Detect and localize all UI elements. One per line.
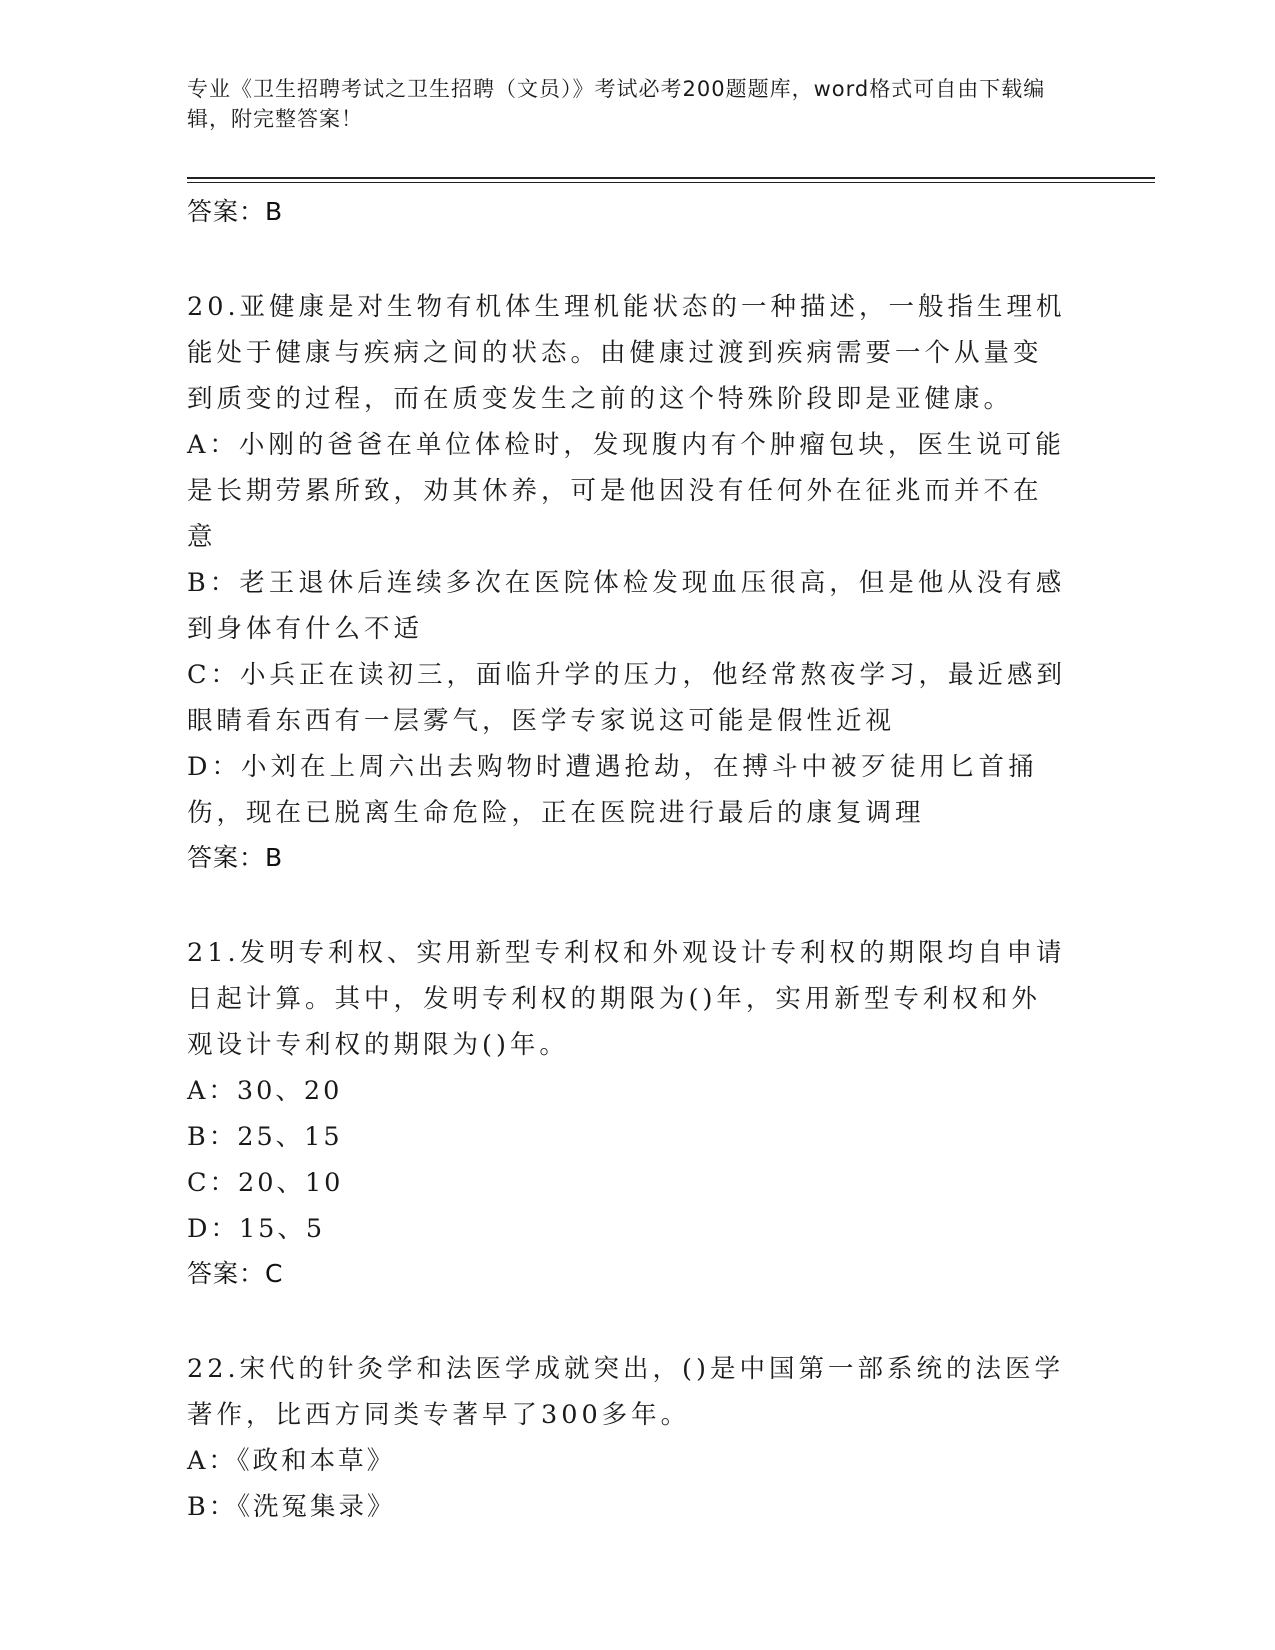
question-list (187, 190, 1087, 1530)
option-c: C：20、10 (187, 1168, 344, 1198)
spacer (187, 880, 1087, 930)
option-c: C：小兵正在读初三，面临升学的压力，他经常熬夜学习，最近感到眼睛看东西有一层雾气，医学专家说这可能是假性近视 (187, 660, 1067, 736)
header-divider-thin (187, 182, 1155, 183)
option-b: B：《洗冤集录》 (187, 1492, 396, 1522)
option-d: D：15、5 (187, 1214, 326, 1244)
spacer (187, 1296, 1087, 1346)
answer-line: 答案：B (187, 197, 284, 226)
spacer (187, 234, 1087, 284)
header-divider-thick (187, 177, 1155, 179)
question-block (187, 1346, 1087, 1530)
option-d: D：小刘在上周六出去购物时遭遇抢劫，在搏斗中被歹徒用匕首捅伤，现在已脱离生命危险，正在医院进行最后的康复调理 (187, 752, 1038, 828)
option-a: A：《政和本草》 (187, 1446, 396, 1476)
option-b: B：老王退休后连续多次在医院体检发现血压很高，但是他从没有感到身体有什么不适 (187, 568, 1066, 644)
option-a: A：30、20 (187, 1076, 343, 1106)
question-text: 21.发明专利权、实用新型专利权和外观设计专利权的期限均自申请日起计算。其中，发明专利权的期限为()年，实用新型专利权和外观设计专利权的期限为()年。 (187, 938, 1066, 1060)
answer-line: 答案：B (187, 843, 284, 872)
page-header: 专业《卫生招聘考试之卫生招聘（文员）》考试必考200题题库，word格式可自由下载编辑，附完整答案！ (187, 77, 1046, 131)
option-a: A：小刚的爸爸在单位体检时，发现腹内有个肿瘤包块，医生说可能是长期劳累所致，劝其休养，可是他因没有任何外在征兆而并不在意 (187, 430, 1065, 552)
question-text: 20.亚健康是对生物有机体生理机能状态的一种描述，一般指生理机能处于健康与疾病之间的状态。由健康过渡到疾病需要一个从量变到质变的过程，而在质变发生之前的这个特殊阶段即是亚健康。 (187, 292, 1066, 414)
option-b: B：25、15 (187, 1122, 343, 1152)
question-block (187, 930, 1087, 1296)
answer-line: 答案：C (187, 1259, 284, 1288)
question-block (187, 284, 1087, 880)
question-text: 22.宋代的针灸学和法医学成就突出，()是中国第一部系统的法医学著作，比西方同类专著早了300多年。 (187, 1354, 1064, 1430)
